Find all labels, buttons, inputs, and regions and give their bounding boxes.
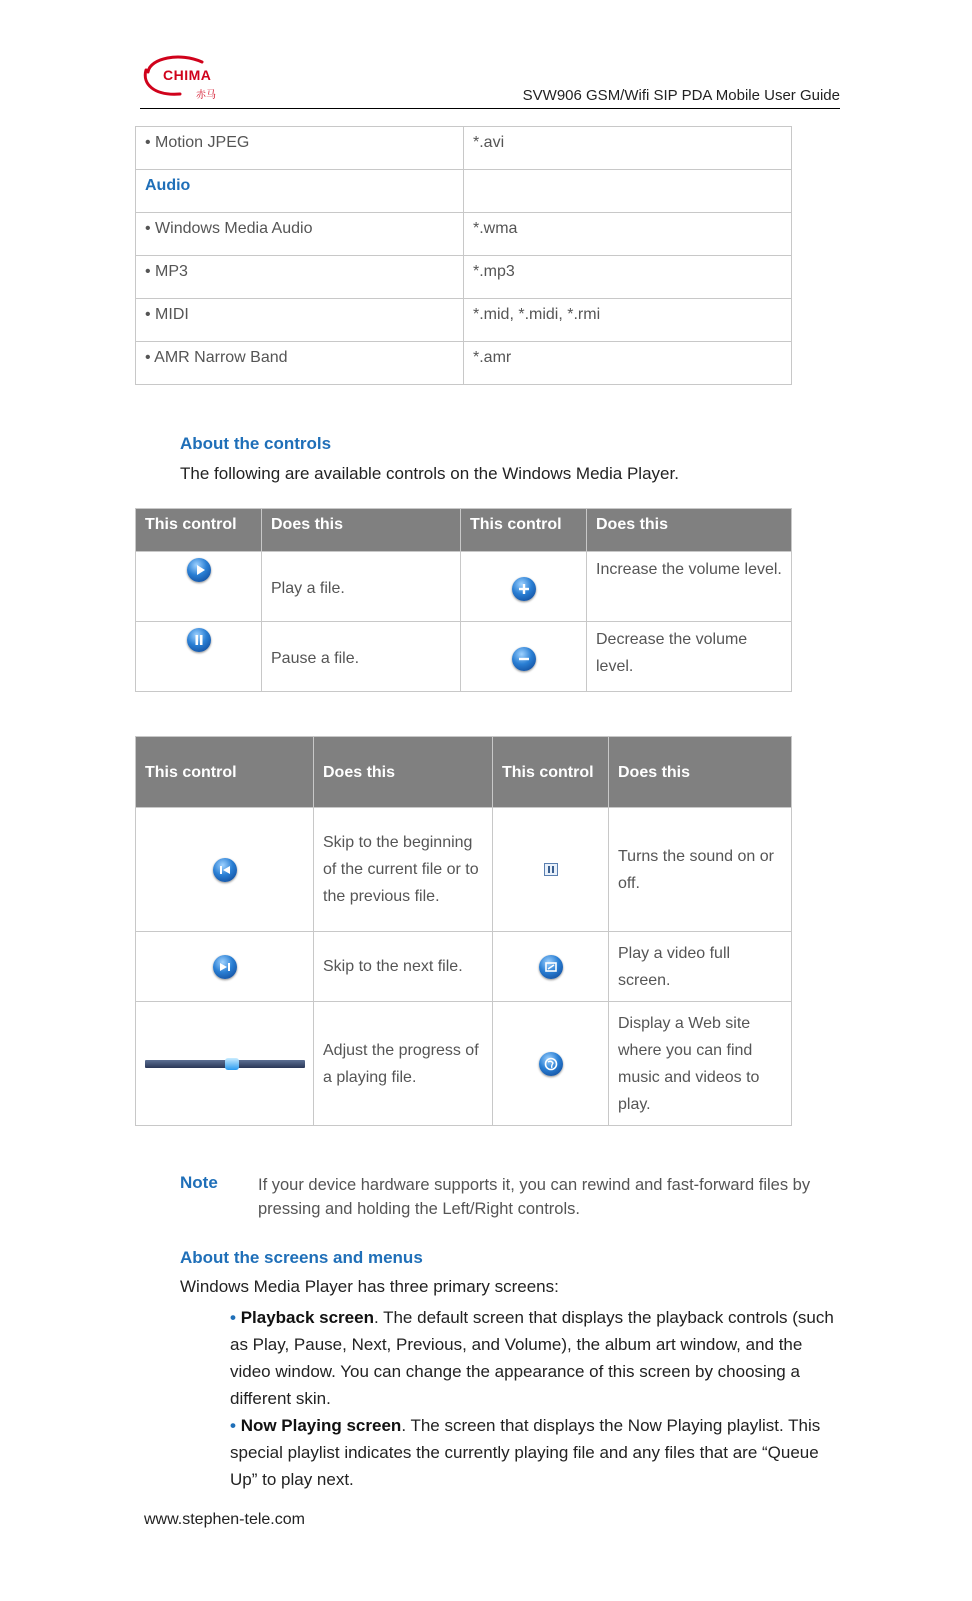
formats-row	[136, 342, 792, 385]
control-icon-cell	[136, 552, 262, 622]
controls-intro: The following are available controls on the Windows Media Player.	[180, 464, 679, 483]
control-icon-cell	[136, 932, 314, 1002]
format-name: • Motion JPEG	[145, 134, 250, 151]
control-row	[136, 552, 792, 622]
format-ext-cell	[464, 170, 792, 213]
bullet-now-playing-screen	[230, 1412, 840, 1493]
control-icon-cell	[136, 808, 314, 932]
control-description: Display a Web site where you can find music and videos to play.	[609, 1002, 792, 1126]
formats-row	[136, 213, 792, 256]
format-name-cell	[136, 213, 464, 256]
screens-intro: Windows Media Player has three primary screens:	[180, 1277, 559, 1296]
play-icon[interactable]	[187, 558, 211, 582]
formats-row	[136, 127, 792, 170]
column-header: This control	[136, 737, 314, 808]
full-screen-icon[interactable]	[539, 955, 563, 979]
bullet-title: Playback screen	[240, 1308, 374, 1327]
formats-row	[136, 170, 792, 213]
next-icon[interactable]	[213, 955, 237, 979]
controls-table-1	[135, 508, 792, 692]
control-row	[136, 1002, 792, 1126]
control-icon-cell	[493, 1002, 609, 1126]
format-extension: *.mp3	[473, 263, 515, 280]
bullet-text: . The screen that displays the Now Playing playlist. This special playlist indicates the currently playing file and any files that are “Queue Up” to play next.	[230, 1416, 821, 1489]
note-label: Note	[180, 1173, 218, 1192]
control-icon-cell	[461, 622, 587, 692]
bullet-dot: •	[230, 1416, 236, 1435]
progress-bar[interactable]	[145, 1060, 305, 1068]
screens-heading: About the screens and menus	[180, 1248, 423, 1267]
bullet-dot: •	[230, 1308, 236, 1327]
control-icon-cell	[461, 552, 587, 622]
formats-table	[135, 126, 792, 385]
control-row	[136, 932, 792, 1002]
control-description: Skip to the beginning of the current file or to the previous file.	[314, 808, 493, 932]
column-header: This control	[136, 509, 262, 552]
control-icon-cell	[136, 1002, 314, 1126]
volume-up-icon[interactable]	[512, 577, 536, 601]
formats-row	[136, 299, 792, 342]
column-header: Does this	[262, 509, 461, 552]
volume-down-icon[interactable]	[512, 647, 536, 671]
web-site-icon[interactable]	[539, 1052, 563, 1076]
format-name: • MIDI	[145, 306, 189, 323]
formats-row	[136, 256, 792, 299]
header-title: SVW906 GSM/Wifi SIP PDA Mobile User Guide	[522, 87, 840, 104]
note-text: If your device hardware supports it, you can rewind and fast-forward files by pressing and holding the Left/Right controls.	[258, 1176, 811, 1218]
mute-icon[interactable]	[544, 863, 558, 876]
progress-thumb[interactable]	[225, 1058, 239, 1070]
chima-logo	[140, 54, 250, 106]
pause-icon[interactable]	[187, 628, 211, 652]
control-row	[136, 622, 792, 692]
format-name: • AMR Narrow Band	[145, 349, 288, 366]
bullet-playback-screen	[230, 1304, 840, 1412]
format-name-cell	[136, 256, 464, 299]
format-name-cell	[136, 170, 464, 213]
format-ext-cell	[464, 342, 792, 385]
control-description: Decrease the volume level.	[587, 622, 792, 692]
controls-table-2	[135, 736, 792, 1126]
format-name: • Windows Media Audio	[145, 220, 313, 237]
control-row	[136, 808, 792, 932]
control-icon-cell	[493, 932, 609, 1002]
format-extension: *.wma	[473, 220, 518, 237]
column-header: Does this	[609, 737, 792, 808]
column-header: This control	[461, 509, 587, 552]
previous-icon[interactable]	[213, 858, 237, 882]
column-header: Does this	[314, 737, 493, 808]
control-description: Play a file.	[262, 552, 461, 622]
format-name-cell	[136, 342, 464, 385]
format-ext-cell	[464, 127, 792, 170]
column-header: Does this	[587, 509, 792, 552]
format-extension: *.avi	[473, 134, 505, 151]
control-icon-cell	[136, 622, 262, 692]
control-icon-cell	[493, 808, 609, 932]
control-description: Skip to the next file.	[314, 932, 493, 1002]
format-extension: *.mid, *.midi, *.rmi	[473, 306, 601, 323]
format-name: Audio	[145, 177, 191, 194]
format-name-cell	[136, 299, 464, 342]
logo-text: CHIMA	[163, 67, 212, 83]
control-description: Increase the volume level.	[587, 552, 792, 622]
bullet-title: Now Playing screen	[240, 1416, 402, 1435]
logo-subtext: 赤马	[196, 90, 216, 101]
control-description: Play a video full screen.	[609, 932, 792, 1002]
format-name-cell	[136, 127, 464, 170]
column-header: This control	[493, 737, 609, 808]
control-description: Turns the sound on or off.	[609, 808, 792, 932]
format-ext-cell	[464, 256, 792, 299]
header-divider	[140, 108, 840, 109]
footer-url[interactable]: www.stephen-tele.com	[144, 1511, 305, 1528]
format-extension: *.amr	[473, 349, 512, 366]
format-ext-cell	[464, 299, 792, 342]
bullet-text: . The default screen that displays the playback controls (such as Play, Pause, Next, Previous, and Volume), the album art window, and the video window. You can change the appearance of this screen by choosing a different skin.	[230, 1308, 834, 1408]
controls-heading: About the controls	[180, 434, 332, 453]
format-ext-cell	[464, 213, 792, 256]
format-name: • MP3	[145, 263, 188, 280]
control-description: Adjust the progress of a playing file.	[314, 1002, 493, 1126]
control-description: Pause a file.	[262, 622, 461, 692]
